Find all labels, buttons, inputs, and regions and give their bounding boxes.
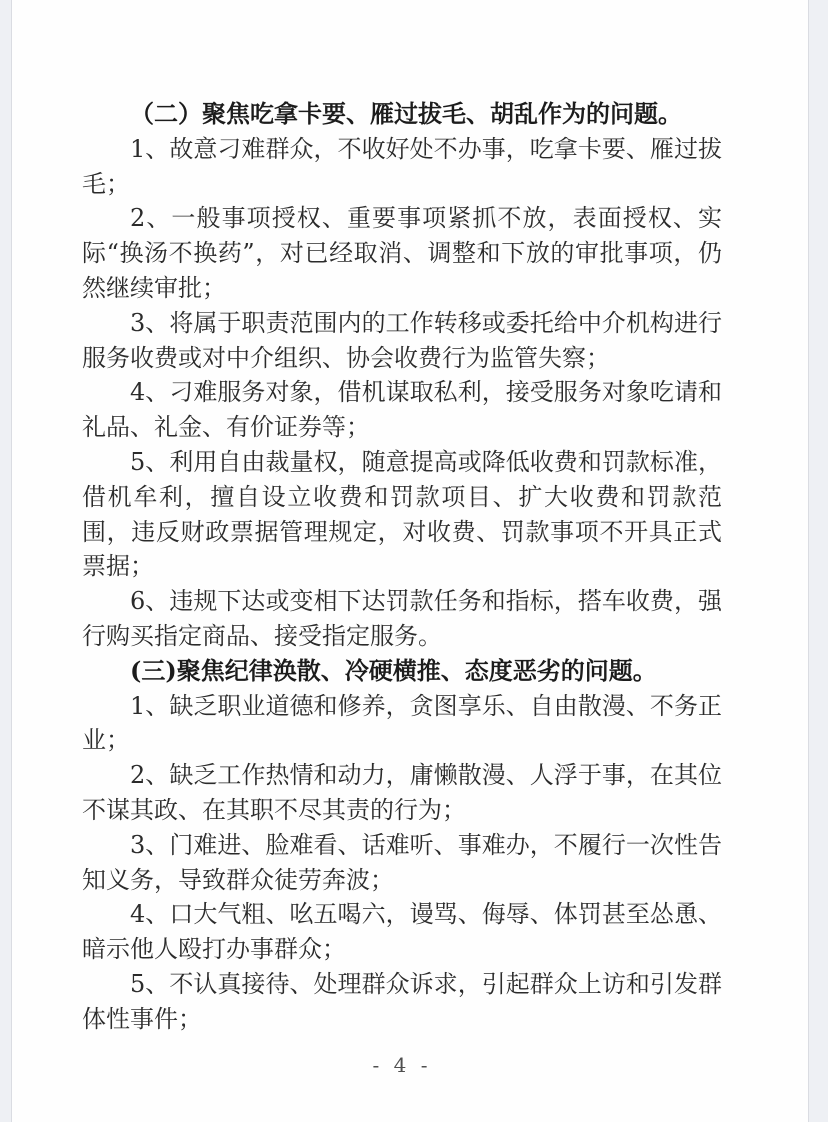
list-item: 4、口大气粗、吆五喝六，谩骂、侮辱、体罚甚至怂恿、暗示他人殴打办事群众； bbox=[82, 900, 722, 964]
list-item: 1、缺乏职业道德和修养，贪图享乐、自由散漫、不务正业； bbox=[82, 691, 722, 755]
list-item: 2、一般事项授权、重要事项紧抓不放，表面授权、实际“换汤不换药”，对已经取消、调整和下放的审批事项，仍然继续审批； bbox=[82, 204, 722, 302]
left-gutter bbox=[0, 0, 12, 1122]
section-heading: (三)聚焦纪律涣散、冷硬横推、态度恶劣的问题。 bbox=[130, 655, 657, 685]
list-item: 5、不认真接待、处理群众诉求，引起群众上访和引发群体性事件； bbox=[82, 969, 722, 1033]
document-content bbox=[82, 97, 722, 1037]
document-page bbox=[12, 0, 808, 1122]
section-heading: （二）聚焦吃拿卡要、雁过拔毛、胡乱作为的问题。 bbox=[130, 99, 682, 128]
list-item: 4、刁难服务对象，借机谋取私利，接受服务对象吃请和礼品、礼金、有价证券等； bbox=[82, 378, 722, 442]
page-number: - 4 - bbox=[372, 1052, 432, 1077]
list-item: 1、故意刁难群众，不收好处不办事，吃拿卡要、雁过拔毛； bbox=[82, 134, 722, 198]
list-item: 2、缺乏工作热情和动力，庸懒散漫、人浮于事，在其位不谋其政、在其职不尽其责的行为； bbox=[82, 761, 722, 824]
list-item: 3、门难进、脸难看、话难听、事难办，不履行一次性告知义务，导致群众徒劳奔波； bbox=[82, 830, 722, 894]
list-item: 6、违规下达或变相下达罚款任务和指标，搭车收费，强行购买指定商品、接受指定服务。 bbox=[82, 587, 722, 650]
list-item: 3、将属于职责范围内的工作转移或委托给中介机构进行服务收费或对中介组织、协会收费行为监管失察； bbox=[82, 308, 722, 372]
list-item: 5、利用自由裁量权，随意提高或降低收费和罚款标准，借机牟利，擅自设立收费和罚款项目、扩大收费和罚款范围，违反财政票据管理规定，对收费、罚款事项不开具正式票据； bbox=[82, 447, 722, 581]
right-gutter bbox=[808, 0, 828, 1122]
